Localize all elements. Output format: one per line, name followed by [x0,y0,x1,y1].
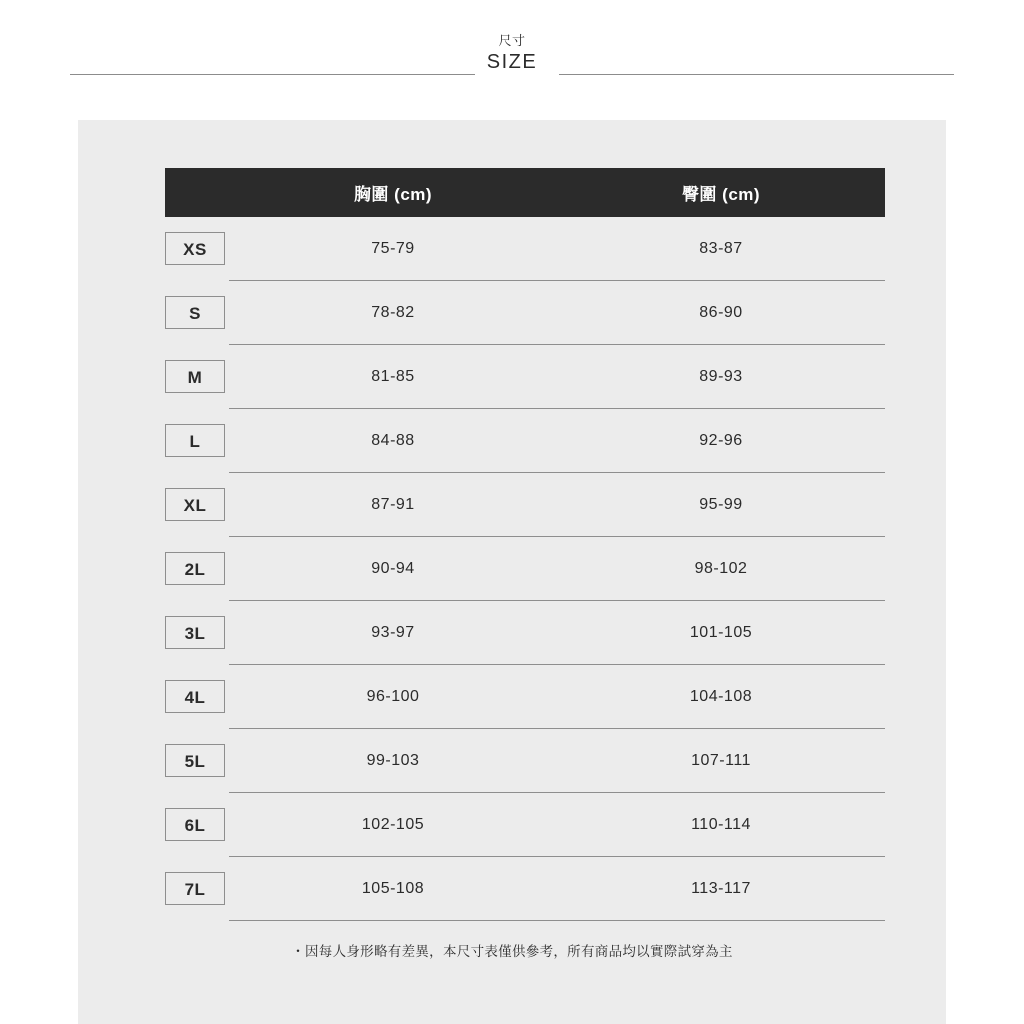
table-row [165,217,885,281]
table-row [165,793,885,857]
hip-value: 92-96 [557,409,885,473]
header-rule-left [70,74,475,75]
chest-value: 87-91 [229,473,557,537]
size-label-cell [165,217,229,281]
chest-value: 102-105 [229,793,557,857]
size-label-cell [165,793,229,857]
hip-value: 113-117 [557,857,885,921]
table-row [165,665,885,729]
size-label-cell [165,537,229,601]
size-label: M [165,360,225,393]
size-header [70,34,954,90]
table-row [165,345,885,409]
chest-value: 78-82 [229,281,557,345]
hip-value: 98-102 [557,537,885,601]
size-label-cell [165,729,229,793]
size-label-cell [165,473,229,537]
hip-value: 110-114 [557,793,885,857]
size-label: 2L [165,552,225,585]
size-label-cell [165,601,229,665]
table-row [165,601,885,665]
size-label-cell [165,281,229,345]
size-footnote: ・因每人身形略有差異，本尺寸表僅供參考，所有商品均以實際試穿為主 [291,944,733,959]
page-title-en: SIZE [486,51,538,73]
size-label: 5L [165,744,225,777]
size-label-cell [165,409,229,473]
chest-value: 93-97 [229,601,557,665]
table-row [165,729,885,793]
hip-value: 104-108 [557,665,885,729]
chest-value: 90-94 [229,537,557,601]
size-table [165,168,885,921]
size-label: XL [165,488,225,521]
table-row [165,537,885,601]
table-row [165,473,885,537]
hip-value: 107-111 [557,729,885,793]
column-header-size [165,168,229,217]
chest-value: 75-79 [229,217,557,281]
hip-value: 86-90 [557,281,885,345]
size-label: 6L [165,808,225,841]
page-title [473,34,551,72]
table-row [165,281,885,345]
size-label: 3L [165,616,225,649]
chest-value: 96-100 [229,665,557,729]
size-label-cell [165,345,229,409]
chest-value: 81-85 [229,345,557,409]
size-label: S [165,296,225,329]
size-table-header [165,168,885,217]
column-header-hip: 臀圍 (cm) [557,168,885,217]
table-header-row [165,168,885,217]
hip-value: 95-99 [557,473,885,537]
size-label: L [165,424,225,457]
column-header-chest: 胸圍 (cm) [229,168,557,217]
chest-value: 84-88 [229,409,557,473]
size-table-wrapper [165,168,879,921]
hip-value: 89-93 [557,345,885,409]
size-label: 7L [165,872,225,905]
hip-value: 83-87 [557,217,885,281]
size-label-cell [165,857,229,921]
size-label-cell [165,665,229,729]
size-label: 4L [165,680,225,713]
table-row [165,857,885,921]
chest-value: 99-103 [229,729,557,793]
table-row [165,409,885,473]
chest-value: 105-108 [229,857,557,921]
size-table-body [165,217,885,921]
header-rule-right [559,74,954,75]
page-title-cn: 尺寸 [498,33,526,48]
size-label: XS [165,232,225,265]
hip-value: 101-105 [557,601,885,665]
